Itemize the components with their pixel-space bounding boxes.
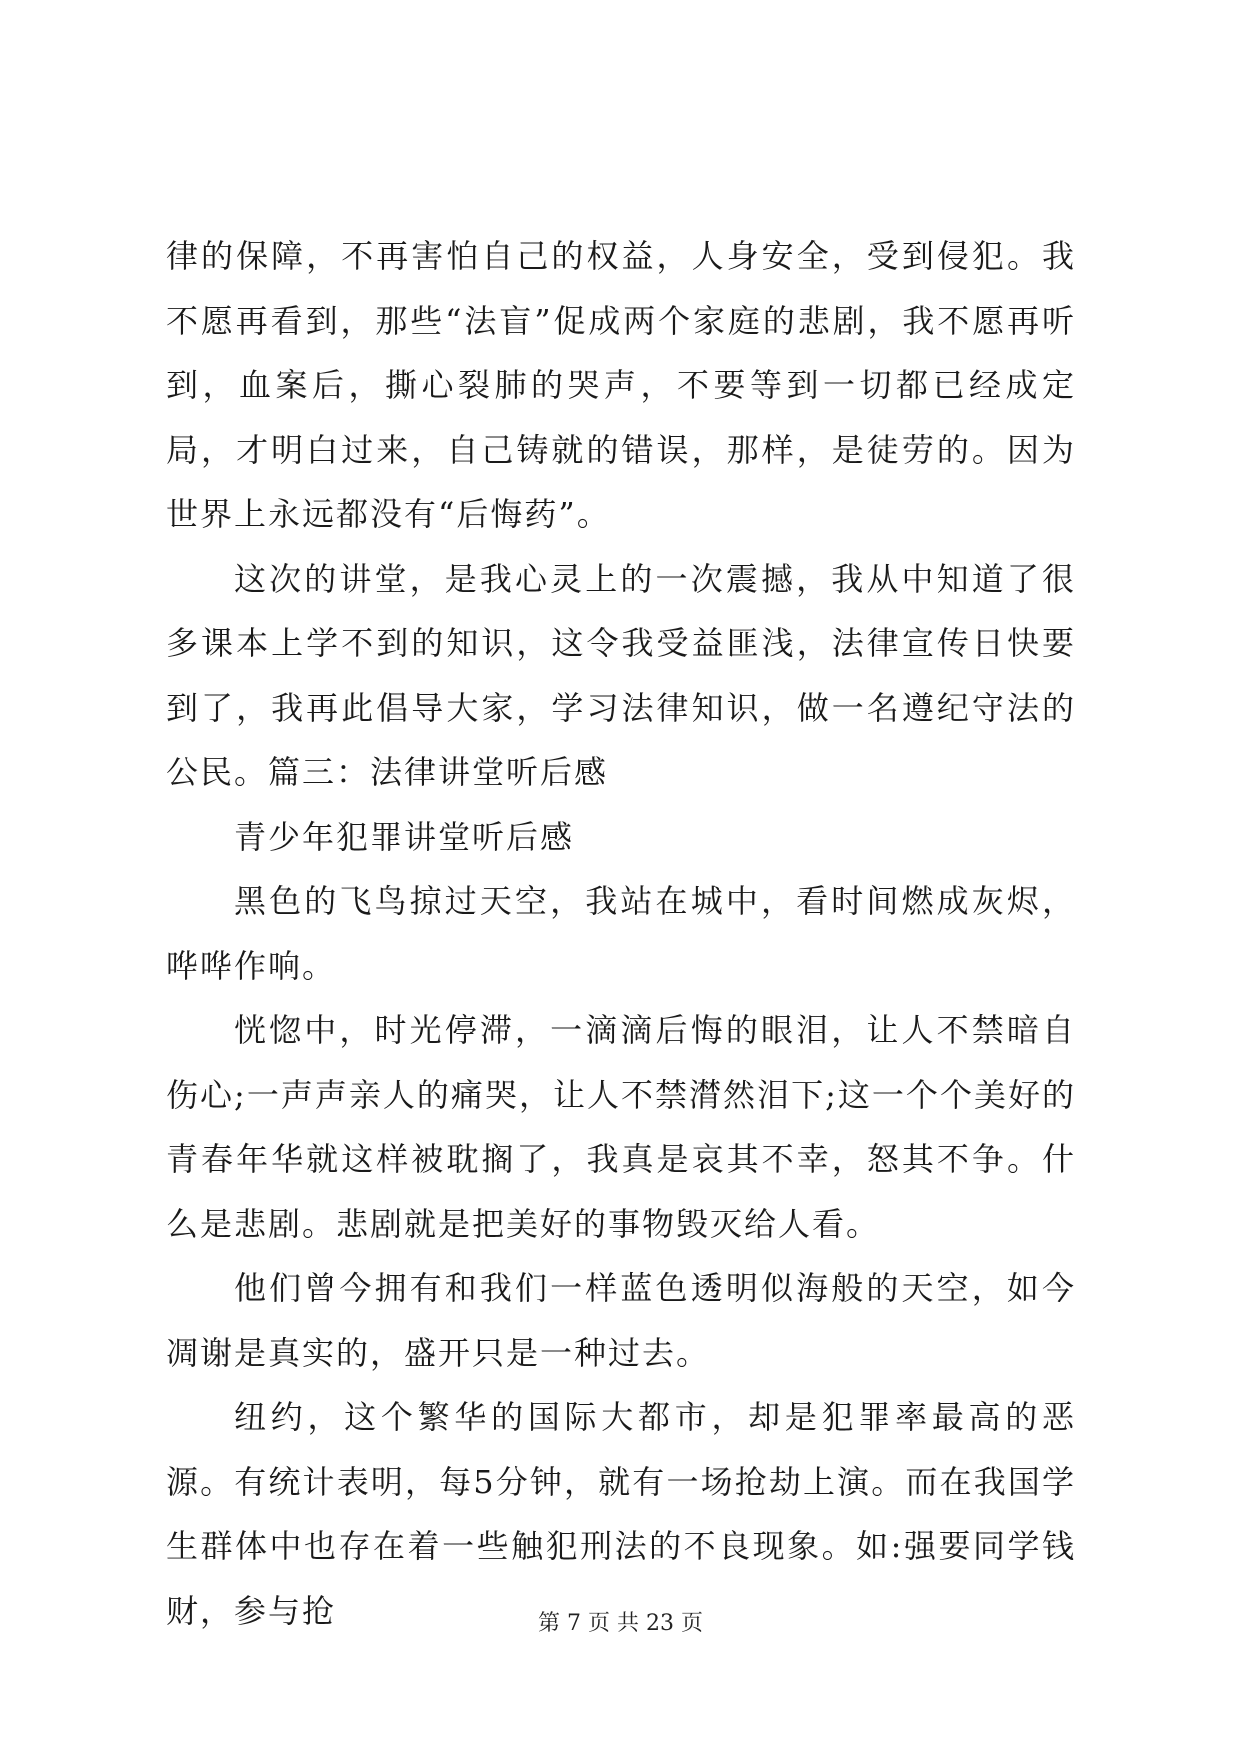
document-body — [166, 224, 1076, 1643]
paragraph-5: 他们曾今拥有和我们一样蓝色透明似海般的天空，如今凋谢是真实的，盛开只是一种过去。 — [166, 1269, 1076, 1372]
paragraph-6: 纽约，这个繁华的国际大都市，却是犯罪率最高的恶源。有统计表明，每5分钟，就有一场抢劫上演。而在我国学生群体中也存在着一些触犯刑法的不良现象。如:强要同学钱财，参与抢 — [166, 1398, 1076, 1630]
paragraph-1: 律的保障，不再害怕自己的权益，人身安全，受到侵犯。我不愿再看到，那些“法盲”促成两个家庭的悲剧，我不愿再听到，血案后，撕心裂肺的哭声，不要等到一切都已经成定局，才明白过来，自己铸就的错误，那样，是徒劳的。因为世界上永远都没有“后悔药”。 — [166, 237, 1076, 533]
paragraph-3: 黑色的飞鸟掠过天空，我站在城中，看时间燃成灰烬，哗哗作响。 — [166, 882, 1076, 985]
paragraph-4: 恍惚中，时光停滞，一滴滴后悔的眼泪，让人不禁暗自伤心;一声声亲人的痛哭，让人不禁潸然泪下;这一个个美好的青春年华就这样被耽搁了，我真是哀其不幸，怒其不争。什么是悲剧。悲剧就是把美好的事物毁灭给人看。 — [166, 1011, 1076, 1243]
paragraph-2: 这次的讲堂，是我心灵上的一次震撼，我从中知道了很多课本上学不到的知识，这令我受益匪浅，法律宣传日快要到了，我再此倡导大家，学习法律知识，做一名遵纪守法的公民。篇三：法律讲堂听后感 — [166, 559, 1076, 791]
section-heading: 青少年犯罪讲堂听后感 — [234, 817, 575, 856]
page-number-footer: 第 7 页 共 23 页 — [538, 1611, 703, 1636]
